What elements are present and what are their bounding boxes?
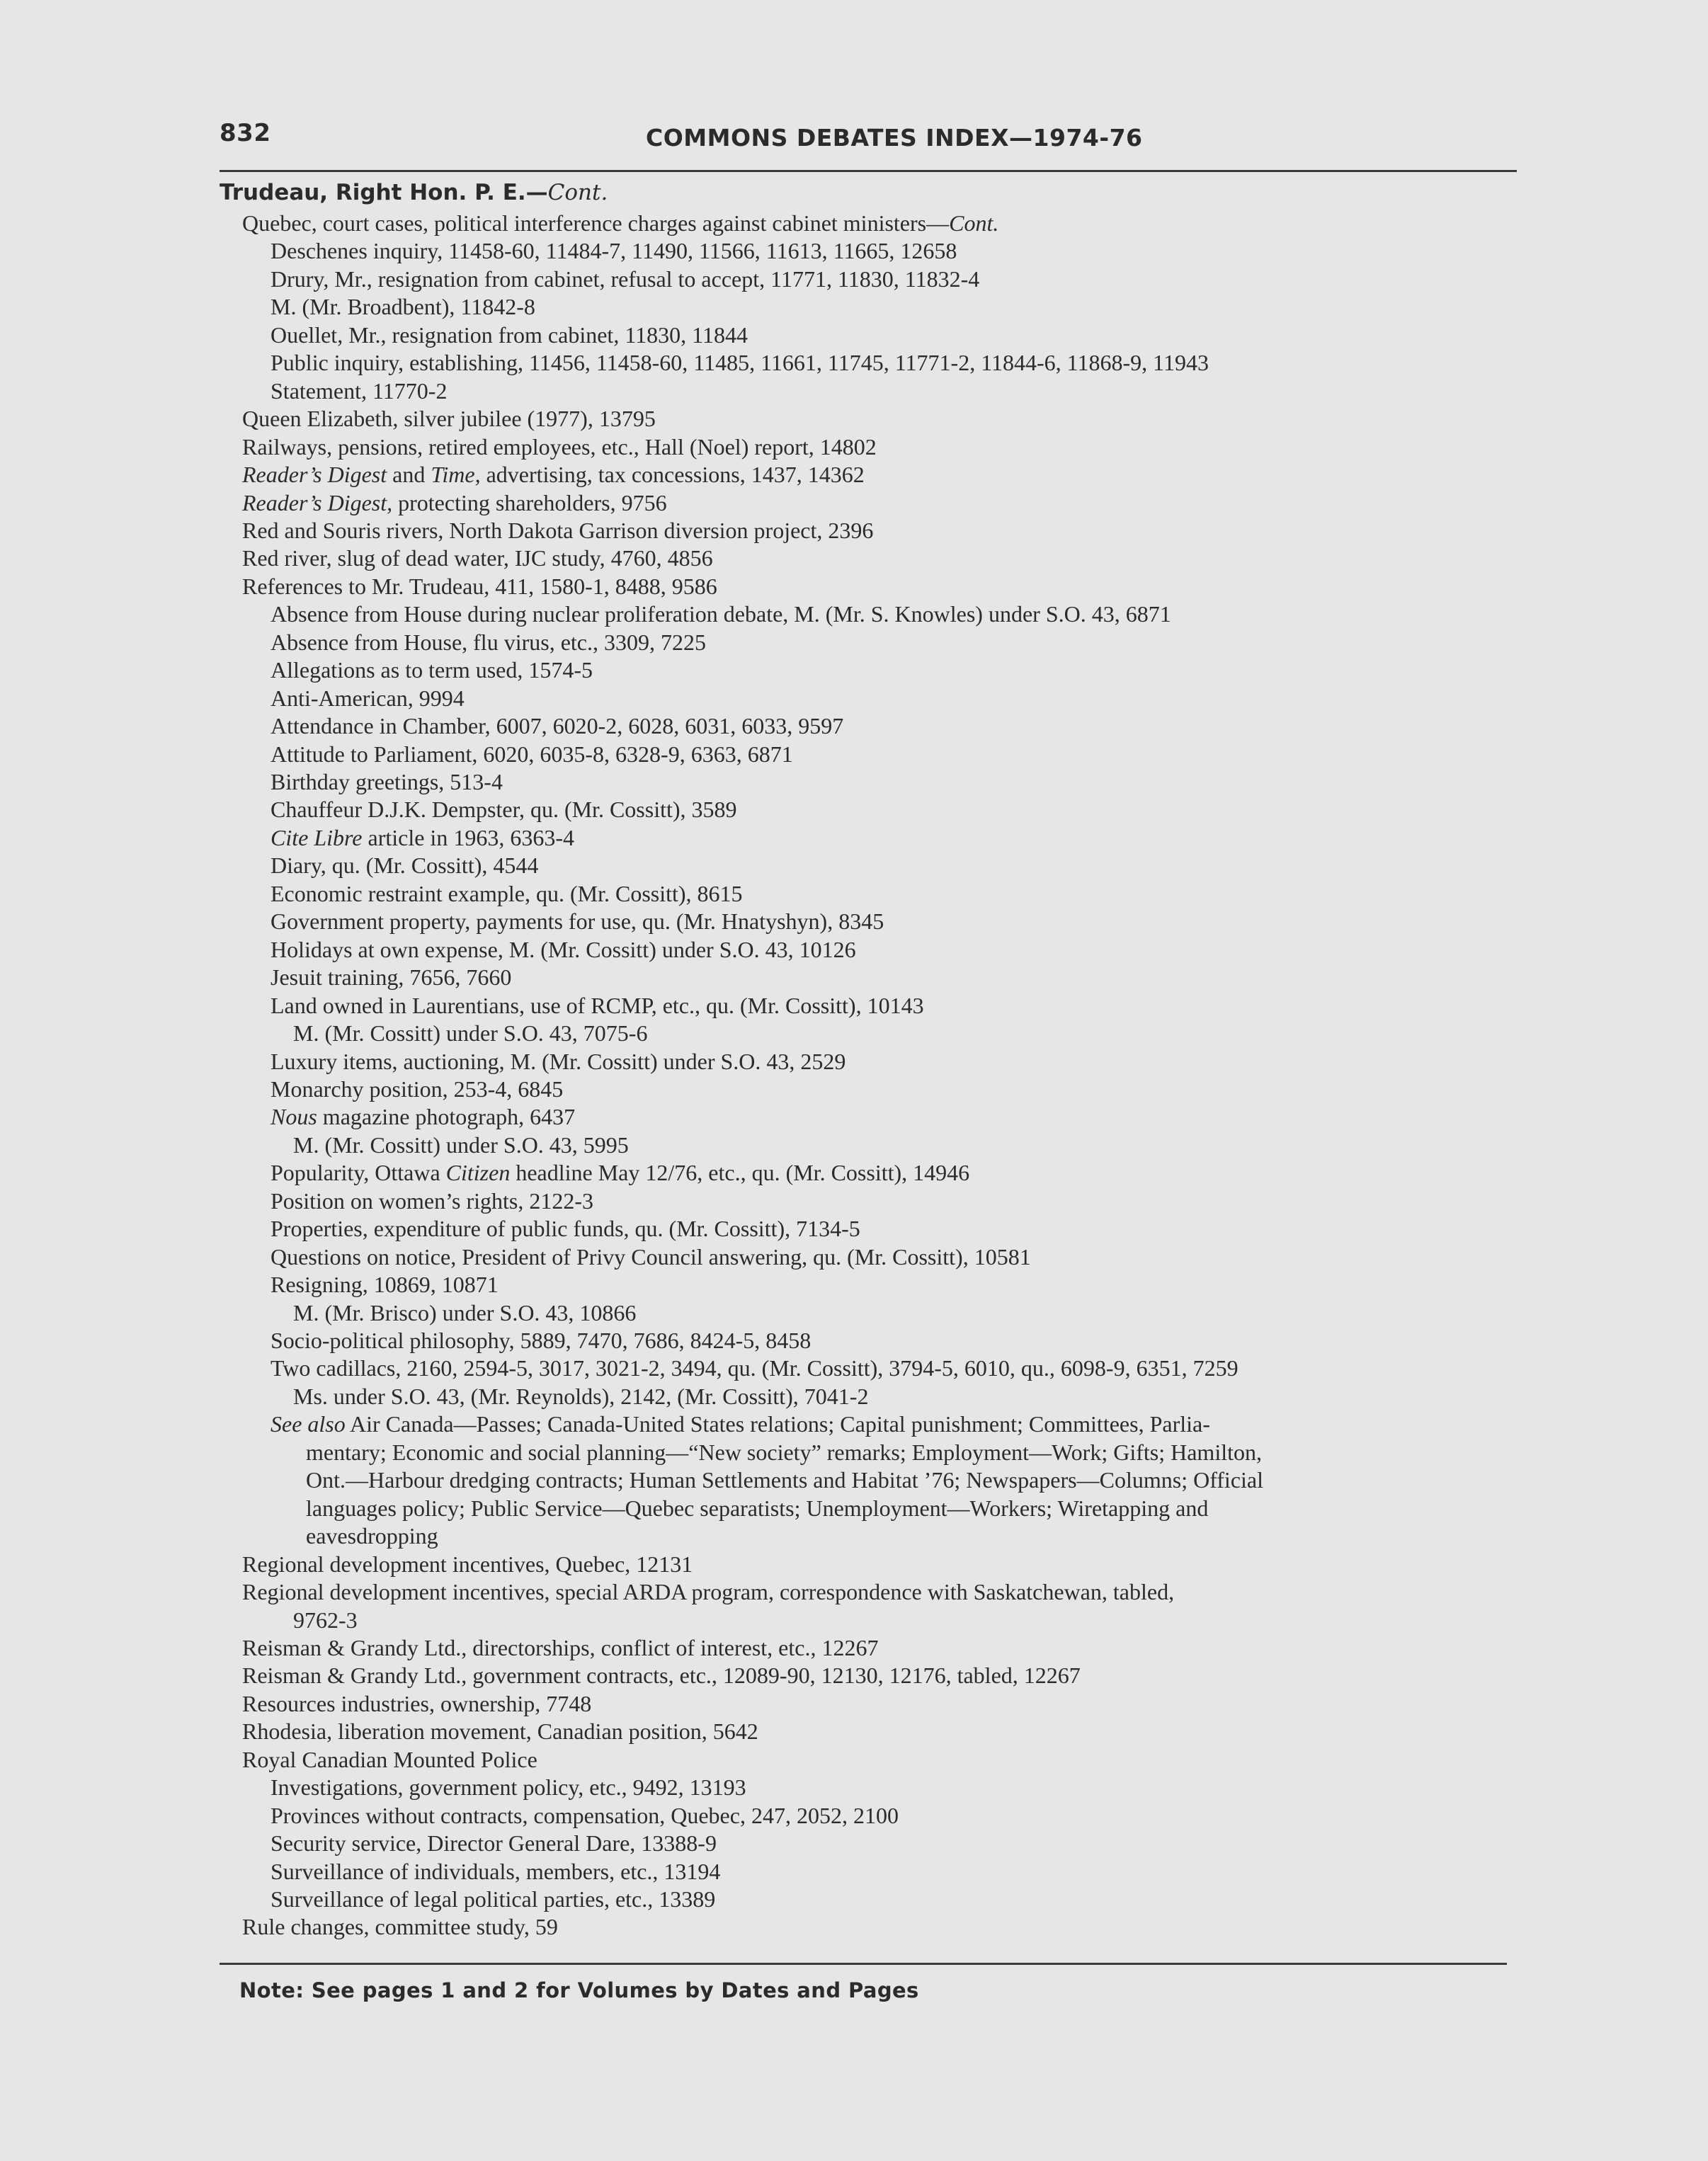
index-entry [242,1746,537,1774]
entry-text: Resources industries, ownership, 7748 [242,1690,592,1716]
index-entry [271,1271,499,1299]
entry-text: Security service, Director General Dare, 13388-9 [271,1830,717,1857]
entry-text: Absence from House during nuclear proliferation debate, M. (Mr. S. Knowles) under S.O. 43, 6871 [271,601,1171,627]
index-entry [293,1131,629,1160]
index-entry [271,1215,860,1243]
entry-text: Red and Souris rivers, North Dakota Garrison diversion project, 2396 [242,517,874,543]
entry-text: M. (Mr. Broadbent), 11842-8 [271,294,535,320]
entry-text: Attendance in Chamber, 6007, 6020-2, 6028, 6031, 6033, 9597 [271,713,844,739]
entry-text: Questions on notice, President of Privy Council answering, qu. (Mr. Cossitt), 10581 [271,1243,1031,1270]
entry-text: Rhodesia, liberation movement, Canadian position, 5642 [242,1718,758,1745]
index-entry [242,517,873,545]
index-entry [271,908,884,936]
entry-text: M. (Mr. Brisco) under S.O. 43, 10866 [293,1299,637,1325]
entry-text: Anti-American, 9994 [271,685,465,711]
index-entry [271,992,924,1020]
entry-text: Air Canada—Passes; Canada-United States relations; Capital punishment; Committees, Parlia- [345,1411,1210,1437]
index-entry [293,1383,868,1411]
index-entry [242,1690,591,1718]
entry-text: Reisman & Grandy Ltd., government contracts, etc., 12089-90, 12130, 12176, tabled, 12267 [242,1663,1081,1689]
entry-italic-text: See also [271,1411,346,1437]
index-entry [271,1830,717,1858]
entry-text: Allegations as to term used, 1574-5 [271,657,593,683]
index-entry [271,796,737,824]
index-entry [271,1327,811,1355]
entry-text: advertising, tax concessions, 1437, 14362 [480,462,865,488]
entry-text: Diary, qu. (Mr. Cossitt), 4544 [271,853,539,879]
index-entry [271,1858,720,1886]
entry-text: M. (Mr. Cossitt) under S.O. 43, 5995 [293,1131,629,1158]
footer-rule [220,1963,1507,1965]
index-entry [271,1076,563,1104]
entry-text: References to Mr. Trudeau, 411, 1580-1, 8488, 9586 [242,573,717,599]
entry-italic-text: Time, [431,462,481,488]
index-entry [242,1662,1081,1690]
index-entry [271,237,957,266]
index-entry [271,266,979,294]
index-entry [271,852,538,880]
index-entry [242,489,667,518]
entry-text: Attitude to Parliament, 6020, 6035-8, 6328-9, 6363, 6871 [271,741,793,767]
index-entry [242,1551,693,1579]
entry-text: Position on women’s rights, 2122-3 [271,1187,594,1214]
entry-text: Socio-political philosophy, 5889, 7470, 7686, 8424-5, 8458 [271,1328,812,1353]
entry-text: Government property, payments for use, qu. (Mr. Hnatyshyn), 8345 [271,908,884,935]
entry-text: Chauffeur D.J.K. Dempster, qu. (Mr. Cossitt), 3589 [271,797,737,823]
index-entry [271,741,793,769]
entry-text: Investigations, government policy, etc., 9492, 13193 [271,1774,746,1801]
entry-text: Regional development incentives, special ARDA program, correspondence with Saskatchewan, tabled, [242,1579,1175,1605]
entry-text: 9762-3 [293,1607,358,1633]
index-entry [271,936,856,964]
index-entry [306,1439,1262,1467]
index-entry [271,768,503,797]
entry-text: Quebec, court cases, political interference charges against cabinet ministers— [242,210,950,236]
index-entry [242,1718,758,1746]
entry-text: Jesuit training, 7656, 7660 [271,964,512,991]
entry-text: mentary; Economic and social planning—“New society” remarks; Employment—Work; Gifts; Hamilton, [306,1439,1262,1465]
heading-name: Trudeau, Right Hon. P. E.— [220,180,548,205]
index-entry [242,1634,878,1663]
index-entry [242,461,865,489]
entry-text: eavesdropping [306,1523,438,1549]
entry-italic-text: Nous [271,1104,317,1130]
index-entry [306,1466,1263,1495]
index-entry [306,1495,1208,1523]
entry-italic-text: Cont. [949,210,999,236]
entry-text: Regional development incentives, Quebec, 12131 [242,1551,693,1577]
index-entry [271,685,465,713]
entry-text: Economic restraint example, qu. (Mr. Cossitt), 8615 [271,880,743,906]
entry-text: Popularity, Ottawa [271,1160,446,1186]
entry-italic-text: Cite Libre [271,824,363,850]
index-entry [271,1410,1210,1439]
index-entry [271,656,593,685]
entry-text: Red river, slug of dead water, IJC study, 4760, 4856 [242,545,713,571]
entry-text: Statement, 11770-2 [271,377,448,404]
entry-text: headline May 12/76, etc., qu. (Mr. Cossitt), 14946 [510,1160,970,1186]
entry-text: languages policy; Public Service—Quebec separatists; Unemployment—Workers; Wiretapping and [306,1495,1209,1521]
entry-text: Drury, Mr., resignation from cabinet, refusal to accept, 11771, 11830, 11832-4 [271,266,980,292]
entry-text: magazine photograph, 6437 [317,1104,576,1130]
entry-italic-text: Reader’s Digest [242,462,387,488]
index-entry [271,1103,575,1131]
entry-text: M. (Mr. Cossitt) under S.O. 43, 7075-6 [293,1020,648,1047]
index-entry [242,210,998,238]
index-entry [242,433,877,462]
entry-text: Land owned in Laurentians, use of RCMP, etc., qu. (Mr. Cossitt), 10143 [271,992,924,1018]
entry-text: Railways, pensions, retired employees, etc., Hall (Noel) report, 14802 [242,433,877,460]
footer-note: Note: See pages 1 and 2 for Volumes by Dates and Pages [239,1978,919,2002]
index-entry [242,573,717,601]
index-entry [271,377,447,406]
entry-text: Birthday greetings, 513-4 [271,769,503,794]
entry-text: Surveillance of legal political parties, etc., 13389 [271,1886,716,1912]
entry-italic-text: Citizen [445,1160,511,1186]
entry-text: protecting shareholders, 9756 [392,489,667,515]
index-entry [242,1578,1174,1607]
index-entry [271,712,843,741]
index-entry [271,1187,593,1216]
entry-text: Holidays at own expense, M. (Mr. Cossitt) under S.O. 43, 10126 [271,936,856,962]
entry-text: Two cadillacs, 2160, 2594-5, 3017, 3021-2, 3494, qu. (Mr. Cossitt), 3794-5, 6010, qu., 6098-9, 6351, 7259 [271,1355,1239,1381]
entry-text: Royal Canadian Mounted Police [242,1746,537,1772]
index-entry [242,405,656,433]
index-entry [271,1159,969,1187]
index-entry [271,321,748,350]
entry-text: Luxury items, auctioning, M. (Mr. Cossitt) under S.O. 43, 2529 [271,1048,846,1074]
index-entry [242,544,713,573]
index-entry [271,964,511,992]
entry-text: Ms. under S.O. 43, (Mr. Reynolds), 2142, (Mr. Cossitt), 7041-2 [293,1383,869,1409]
entry-text: Deschenes inquiry, 11458-60, 11484-7, 11490, 11566, 11613, 11665, 12658 [271,238,957,264]
entry-text: Ouellet, Mr., resignation from cabinet, 11830, 11844 [271,321,748,348]
index-entry [271,293,535,321]
index-entry [293,1020,647,1048]
index-entry [306,1522,438,1551]
entry-text: Reisman & Grandy Ltd., directorships, conflict of interest, etc., 12267 [242,1634,879,1660]
index-entry [271,1355,1239,1383]
page-number: 832 [220,119,271,147]
entry-text: Resigning, 10869, 10871 [271,1272,499,1298]
index-entry [271,1243,1031,1272]
index-entry [271,880,743,908]
entry-text: Properties, expenditure of public funds, qu. (Mr. Cossitt), 7134-5 [271,1216,860,1242]
entry-italic-text: Reader’s Digest, [242,489,393,515]
index-entry [242,1913,558,1942]
entry-text: Rule changes, committee study, 59 [242,1914,558,1940]
index-entry [271,1774,746,1802]
index-entry [293,1299,636,1328]
entry-text: Queen Elizabeth, silver jubilee (1977), 13795 [242,406,656,432]
index-entry [293,1607,358,1635]
entry-text: Absence from House, flu virus, etc., 3309, 7225 [271,629,706,655]
index-entry [271,629,706,657]
running-head: COMMONS DEBATES INDEX—1974-76 [646,124,1143,152]
entry-text: Ont.—Harbour dredging contracts; Human Settlements and Habitat ’76; Newspapers—Columns; Official [306,1467,1263,1493]
entry-text: Provinces without contracts, compensation, Quebec, 247, 2052, 2100 [271,1802,899,1828]
index-entry [271,600,1171,629]
entry-text: Public inquiry, establishing, 11456, 11458-60, 11485, 11661, 11745, 11771-2, 11844-6, 11868-9, 11943 [271,350,1209,376]
index-entry [271,1802,899,1830]
index-entry [271,349,1209,377]
entry-text: Monarchy position, 253-4, 6845 [271,1076,564,1102]
index-entry [271,1048,846,1076]
entry-text: Surveillance of individuals, members, etc., 13194 [271,1858,721,1884]
heading-cont: Cont. [547,180,608,205]
entry-text: and [387,462,431,488]
index-entry [271,824,574,853]
index-entry [271,1886,715,1914]
entry-text: article in 1963, 6363-4 [362,824,574,850]
